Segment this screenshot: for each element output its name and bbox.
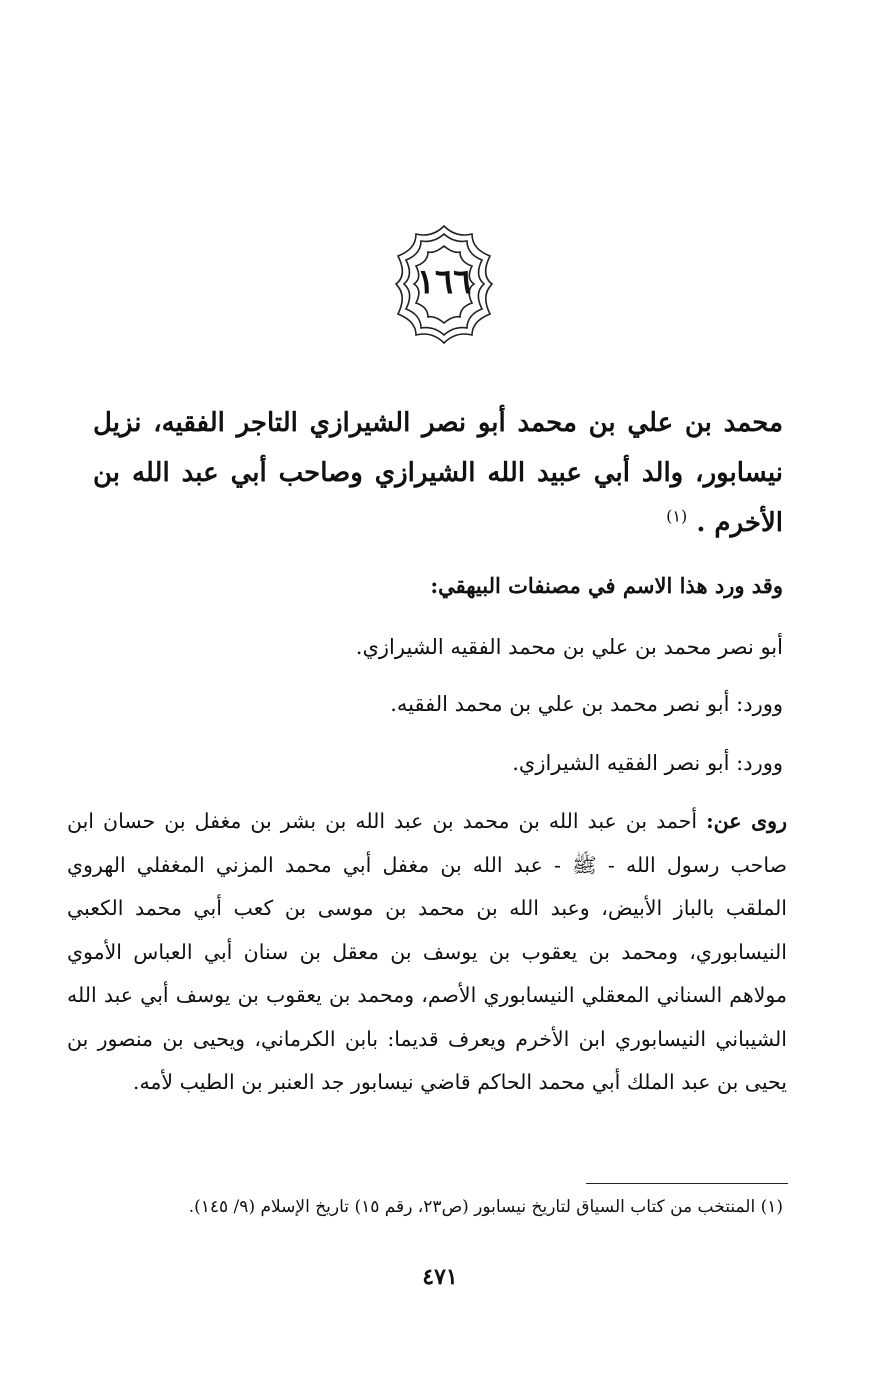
- narrators-text: أحمد بن عبد الله بن محمد بن عبد الله بن بشر بن مغفل بن حسان ابن صاحب رسول الله - ﷺ - عبد الله بن مغفل أبي محمد المزني المغفلي الهروي الملقب بالباز الأبيض، وعبد الله بن محمد بن موسى بن كعب أبي محمد الكعبي النيسابوري، ومحمد بن يعقوب بن يوسف بن معقل بن سنان أبي العباس الأموي مولاهم السناني المعقلي النيسابوري الأصم، ومحمد بن يعقوب بن يوسف أبي عبد الله الشيباني النيسابوري ابن الأخرم ويعرف قديما: بابن الكرماني، ويحيى بن منصور بن يحيى بن عبد الملك أبي محمد الحاكم قاضي نيسابور جد العنبر بن الطيب لأمه.: [67, 809, 787, 1094]
- footnote-divider: [586, 1183, 788, 1184]
- narrators-label: روى عن:: [706, 809, 787, 833]
- narrators-paragraph: [67, 800, 787, 1105]
- entry-heading: [93, 398, 783, 548]
- name-variant: وورد: أبو نصر الفقيه الشيرازي.: [512, 751, 783, 775]
- name-variant: أبو نصر محمد بن علي بن محمد الفقيه الشيرازي.: [355, 635, 783, 659]
- footnote-text: (١) المنتخب من كتاب السياق لتاريخ نيسابور (ص٢٣، رقم ١٥) تاريخ الإسلام (٩/ ١٤٥).: [188, 1197, 783, 1217]
- name-variant: وورد: أبو نصر محمد بن علي بن محمد الفقيه.: [390, 692, 783, 716]
- footnote-ref[interactable]: (١): [666, 506, 688, 526]
- page-number: ٤٧١: [422, 1264, 458, 1290]
- names-intro: وقد ورد هذا الاسم في مصنفات البيهقي:: [430, 573, 783, 598]
- entry-number: ١٦٦: [416, 262, 472, 302]
- entry-heading-text: محمد بن علي بن محمد أبو نصر الشيرازي التاجر الفقيه، نزيل نيسابور، والد أبي عبيد الله الشيرازي وصاحب أبي عبد الله بن الأخرم .: [93, 408, 783, 538]
